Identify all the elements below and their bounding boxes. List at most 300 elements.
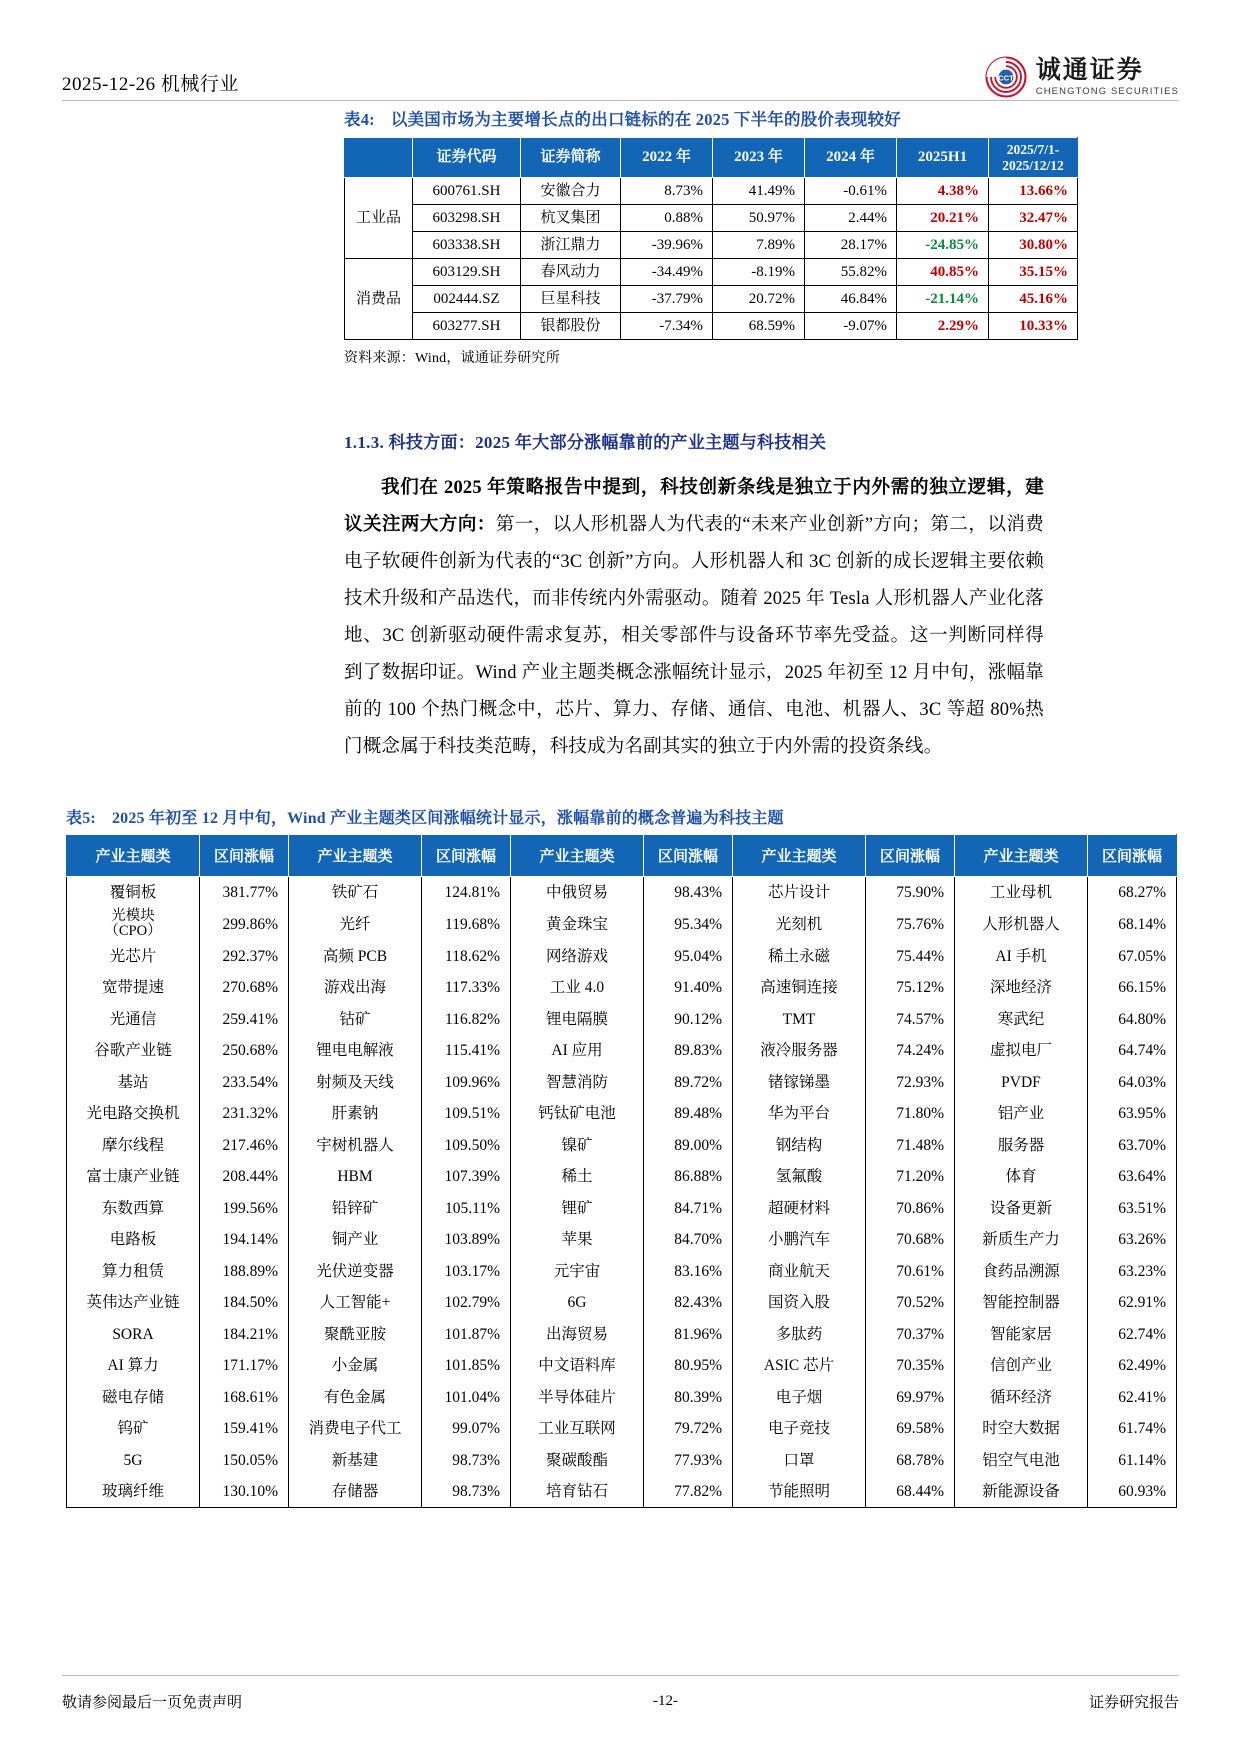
table5-cell-theme: 培育钻石: [511, 1476, 644, 1508]
table5-cell-gain: 77.93%: [644, 1444, 733, 1476]
table4-cell-2024: -0.61%: [805, 178, 897, 205]
table5-cell-gain: 70.52%: [866, 1287, 955, 1319]
table4-col-2025h1: 2025H1: [897, 138, 989, 178]
table4-cell-2022: -7.34%: [621, 313, 713, 340]
table5-cell-gain: 70.61%: [866, 1255, 955, 1287]
section-heading-1-1-3: 1.1.3. 科技方面：2025 年大部分涨幅靠前的产业主题与科技相关: [344, 433, 827, 452]
table5-cell-gain: 70.35%: [866, 1350, 955, 1382]
table5-cell-gain: 95.34%: [644, 908, 733, 940]
table5-cell-gain: 62.41%: [1088, 1381, 1177, 1413]
table5-cell-theme: 钙钛矿电池: [511, 1098, 644, 1130]
table5-cell-theme: 富士康产业链: [67, 1161, 200, 1193]
header-divider: [62, 100, 1179, 101]
table4: [344, 137, 1078, 340]
table-row: [67, 1003, 1177, 1035]
table5-col-value-4: 区间涨幅: [866, 835, 955, 877]
table5-cell-theme: 肝素钠: [289, 1098, 422, 1130]
table5-cell-gain: 91.40%: [644, 972, 733, 1004]
table5-cell-gain: 184.21%: [200, 1318, 289, 1350]
table5-cell-gain: 231.32%: [200, 1098, 289, 1130]
table5-cell-theme: 基站: [67, 1066, 200, 1098]
table5-cell-theme: HBM: [289, 1161, 422, 1193]
table5-cell-gain: 63.95%: [1088, 1098, 1177, 1130]
table5-cell-theme: SORA: [67, 1318, 200, 1350]
table5-cell-gain: 109.50%: [422, 1129, 511, 1161]
table5-cell-gain: 89.48%: [644, 1098, 733, 1130]
table5-cell-theme: 光电路交换机: [67, 1098, 200, 1130]
table4-caption-number: 表4:: [344, 110, 375, 129]
table4-block: [344, 106, 1077, 367]
table5-caption-number: 表5:: [66, 810, 96, 827]
table5-cell-gain: 74.57%: [866, 1003, 955, 1035]
page-header: [62, 40, 1179, 100]
table4-cell-name: 安徽合力: [521, 178, 621, 205]
table5-cell-theme: 磁电存储: [67, 1381, 200, 1413]
table5-cell-theme: 聚碳酸酯: [511, 1444, 644, 1476]
table5-cell-gain: 124.81%: [422, 877, 511, 909]
table4-cell-2022: 0.88%: [621, 205, 713, 232]
table5-cell-theme: 光伏逆变器: [289, 1255, 422, 1287]
table5-cell-gain: 82.43%: [644, 1287, 733, 1319]
table5-cell-gain: 84.70%: [644, 1224, 733, 1256]
table-row: [67, 1161, 1177, 1193]
table5-col-value-3: 区间涨幅: [644, 835, 733, 877]
table5-cell-gain: 70.37%: [866, 1318, 955, 1350]
table-row: [345, 205, 1078, 232]
table5-cell-theme: 小金属: [289, 1350, 422, 1382]
table5-cell-theme: 谷歌产业链: [67, 1035, 200, 1067]
table5-cell-gain: 95.04%: [644, 940, 733, 972]
table5-cell-theme: 铝产业: [955, 1098, 1088, 1130]
table5-cell-gain: 115.41%: [422, 1035, 511, 1067]
table-row: [67, 940, 1177, 972]
table4-group-label: 工业品: [345, 178, 413, 259]
table5-cell-theme: 5G: [67, 1444, 200, 1476]
table4-cell-2022: -37.79%: [621, 286, 713, 313]
table5-cell-gain: 86.88%: [644, 1161, 733, 1193]
table4-cell-2022: -34.49%: [621, 259, 713, 286]
logo-company-name-en: CHENGTONG SECURITIES: [1035, 85, 1179, 97]
section-body-paragraph: 我们在 2025 年策略报告中提到，科技创新条线是独立于内外需的独立逻辑，建议关注两大方向：第一，以人形机器人为代表的“未来产业创新”方向；第二，以消费电子软硬件创新为代表的“3C 创新”方向。人形机器人和 3C 创新的成长逻辑主要依赖技术升级和产品迭代，而非传统内外需驱动。随着 2025 年 Tesla 人形机器人产业化落地、3C 创新驱动硬件需求复苏，相关零部件与设备环节率先受益。这一判断同样得到了数据印证。Wind 产业主题类概念涨幅统计显示，2025 年初至 12 月中旬，涨幅靠前的 100 个热门概念中，芯片、算力、存储、通信、电池、机器人、3C 等超 80%热门概念属于科技类范畴，科技成为名副其实的独立于内外需的投资条线。: [344, 478, 1044, 757]
table5-cell-theme: 锂矿: [511, 1192, 644, 1224]
table5-cell-gain: 101.85%: [422, 1350, 511, 1382]
table5-cell-gain: 79.72%: [644, 1413, 733, 1445]
table4-body: [345, 178, 1078, 340]
table4-cell-2024: 55.82%: [805, 259, 897, 286]
table5-cell-gain: 81.96%: [644, 1318, 733, 1350]
table5-cell-gain: 107.39%: [422, 1161, 511, 1193]
table5-cell-gain: 119.68%: [422, 908, 511, 940]
table5-cell-gain: 89.83%: [644, 1035, 733, 1067]
table5-cell-theme: 电路板: [67, 1224, 200, 1256]
table5-cell-gain: 116.82%: [422, 1003, 511, 1035]
table4-cell-2023: 41.49%: [713, 178, 805, 205]
table4-col-2023: 2023 年: [713, 138, 805, 178]
table5-cell-theme: ASIC 芯片: [733, 1350, 866, 1382]
table5-cell-theme: 钨矿: [67, 1413, 200, 1445]
table5-cell-theme: 光模块 （CPO）: [67, 908, 200, 940]
table4-cell-name: 浙江鼎力: [521, 232, 621, 259]
table5-cell-theme: 电子竞技: [733, 1413, 866, 1445]
table5-cell-gain: 159.41%: [200, 1413, 289, 1445]
table5-cell-gain: 75.12%: [866, 972, 955, 1004]
table-row: [345, 286, 1078, 313]
table5-cell-theme: 有色金属: [289, 1381, 422, 1413]
table5: [66, 834, 1177, 1508]
table5-body: [67, 877, 1177, 1508]
table5-cell-theme: 商业航天: [733, 1255, 866, 1287]
table4-col-h2-range: [989, 138, 1078, 178]
svg-text:CCT: CCT: [997, 73, 1014, 83]
table5-cell-gain: 71.20%: [866, 1161, 955, 1193]
table5-cell-gain: 69.58%: [866, 1413, 955, 1445]
table5-cell-theme: 东数西算: [67, 1192, 200, 1224]
table5-cell-theme: 体育: [955, 1161, 1088, 1193]
table5-cell-gain: 102.79%: [422, 1287, 511, 1319]
table-row: [67, 1224, 1177, 1256]
table5-cell-gain: 71.80%: [866, 1098, 955, 1130]
table5-cell-gain: 381.77%: [200, 877, 289, 909]
table-row: [67, 1287, 1177, 1319]
table4-cell-2025h1: 40.85%: [897, 259, 989, 286]
table4-cell-2023: 7.89%: [713, 232, 805, 259]
table5-cell-gain: 194.14%: [200, 1224, 289, 1256]
table4-caption: [344, 106, 1077, 130]
table5-cell-theme: 光通信: [67, 1003, 200, 1035]
table5-cell-gain: 68.78%: [866, 1444, 955, 1476]
table5-cell-gain: 233.54%: [200, 1066, 289, 1098]
table5-col-name-1: 产业主题类: [67, 835, 200, 877]
table5-cell-gain: 98.73%: [422, 1444, 511, 1476]
table4-source-note: 资料来源：Wind，诚通证券研究所: [344, 351, 560, 366]
table5-cell-theme: PVDF: [955, 1066, 1088, 1098]
table5-cell-gain: 77.82%: [644, 1476, 733, 1508]
table5-cell-theme: 国资入股: [733, 1287, 866, 1319]
table5-cell-theme: 苹果: [511, 1224, 644, 1256]
table5-cell-theme: 液冷服务器: [733, 1035, 866, 1067]
table-row: [67, 1192, 1177, 1224]
table-row: [345, 313, 1078, 340]
table4-cell-2023: -8.19%: [713, 259, 805, 286]
table5-cell-theme: 智能家居: [955, 1318, 1088, 1350]
table-row: [67, 1413, 1177, 1445]
table-row: [67, 1129, 1177, 1161]
table5-cell-gain: 250.68%: [200, 1035, 289, 1067]
table-row: [67, 1318, 1177, 1350]
table5-caption-text: 2025 年初至 12 月中旬，Wind 产业主题类区间涨幅统计显示，涨幅靠前的概念普遍为科技主题: [111, 810, 784, 827]
table4-cell-h2-range: 35.15%: [989, 259, 1078, 286]
table5-cell-theme: 锂电隔膜: [511, 1003, 644, 1035]
table5-cell-theme: 智慧消防: [511, 1066, 644, 1098]
footer-page-number: -12-: [653, 1693, 678, 1709]
table5-cell-gain: 75.44%: [866, 940, 955, 972]
table4-cell-h2-range: 10.33%: [989, 313, 1078, 340]
table4-cell-name: 杭叉集团: [521, 205, 621, 232]
table-row: [345, 178, 1078, 205]
table4-cell-2023: 20.72%: [713, 286, 805, 313]
table5-cell-theme: TMT: [733, 1003, 866, 1035]
table-row: [67, 972, 1177, 1004]
table5-cell-gain: 150.05%: [200, 1444, 289, 1476]
table5-cell-theme: 黄金珠宝: [511, 908, 644, 940]
table-row: [67, 1035, 1177, 1067]
table5-cell-theme: 中俄贸易: [511, 877, 644, 909]
table5-cell-gain: 103.17%: [422, 1255, 511, 1287]
table4-cell-2022: 8.73%: [621, 178, 713, 205]
table5-cell-theme: 稀土永磁: [733, 940, 866, 972]
table5-cell-gain: 99.07%: [422, 1413, 511, 1445]
table5-cell-theme: 时空大数据: [955, 1413, 1088, 1445]
table5-cell-gain: 68.14%: [1088, 908, 1177, 940]
table5-cell-theme: 锂电电解液: [289, 1035, 422, 1067]
table5-cell-gain: 67.05%: [1088, 940, 1177, 972]
table5-cell-theme: 元宇宙: [511, 1255, 644, 1287]
table5-col-name-2: 产业主题类: [289, 835, 422, 877]
table5-cell-gain: 98.43%: [644, 877, 733, 909]
table4-cell-code: 600761.SH: [413, 178, 521, 205]
table5-cell-gain: 217.46%: [200, 1129, 289, 1161]
table-row: [67, 1476, 1177, 1508]
table4-cell-2022: -39.96%: [621, 232, 713, 259]
table-row: [67, 1381, 1177, 1413]
table4-col-h2-line2: 2025/12/12: [1002, 157, 1064, 173]
table5-cell-theme: 锗镓锑墨: [733, 1066, 866, 1098]
table5-cell-gain: 101.04%: [422, 1381, 511, 1413]
table5-cell-gain: 60.93%: [1088, 1476, 1177, 1508]
table5-cell-gain: 75.76%: [866, 908, 955, 940]
table5-cell-theme: 宇树机器人: [289, 1129, 422, 1161]
table5-cell-gain: 299.86%: [200, 908, 289, 940]
table4-cell-2023: 50.97%: [713, 205, 805, 232]
table4-group-label: 消费品: [345, 259, 413, 340]
table5-cell-theme: 信创产业: [955, 1350, 1088, 1382]
table-row: [345, 232, 1078, 259]
table5-col-value-5: 区间涨幅: [1088, 835, 1177, 877]
table4-cell-2024: 28.17%: [805, 232, 897, 259]
table5-cell-gain: 70.86%: [866, 1192, 955, 1224]
table5-cell-theme: 摩尔线程: [67, 1129, 200, 1161]
table5-cell-gain: 61.74%: [1088, 1413, 1177, 1445]
table5-cell-theme: AI 手机: [955, 940, 1088, 972]
table5-cell-theme: 光纤: [289, 908, 422, 940]
table4-cell-h2-range: 32.47%: [989, 205, 1078, 232]
table4-cell-code: 603129.SH: [413, 259, 521, 286]
table5-caption: [66, 805, 1176, 828]
table5-cell-gain: 89.00%: [644, 1129, 733, 1161]
table5-cell-gain: 69.97%: [866, 1381, 955, 1413]
table5-header-row: [67, 835, 1177, 877]
table4-cell-name: 巨星科技: [521, 286, 621, 313]
table5-cell-theme: 半导体硅片: [511, 1381, 644, 1413]
table5-cell-gain: 80.39%: [644, 1381, 733, 1413]
table5-cell-gain: 83.16%: [644, 1255, 733, 1287]
table5-cell-theme: 寒武纪: [955, 1003, 1088, 1035]
footer-disclaimer: 敬请参阅最后一页免责声明: [62, 1695, 243, 1711]
table5-cell-theme: 新质生产力: [955, 1224, 1088, 1256]
table5-cell-theme: 玻璃纤维: [67, 1476, 200, 1508]
table5-cell-theme: 节能照明: [733, 1476, 866, 1508]
table5-cell-gain: 90.12%: [644, 1003, 733, 1035]
table-row: [67, 1066, 1177, 1098]
table5-cell-theme: 铝空气电池: [955, 1444, 1088, 1476]
table5-cell-gain: 63.64%: [1088, 1161, 1177, 1193]
logo-company-name-cn: 诚通证券: [1035, 56, 1144, 84]
table5-cell-gain: 64.03%: [1088, 1066, 1177, 1098]
table5-cell-gain: 74.24%: [866, 1035, 955, 1067]
footer-report-type: 证券研究报告: [1088, 1695, 1179, 1711]
table5-cell-gain: 62.91%: [1088, 1287, 1177, 1319]
table5-cell-gain: 171.17%: [200, 1350, 289, 1382]
table4-cell-2025h1: 4.38%: [897, 178, 989, 205]
table5-cell-theme: 聚酰亚胺: [289, 1318, 422, 1350]
table5-cell-gain: 188.89%: [200, 1255, 289, 1287]
table5-cell-theme: 铅锌矿: [289, 1192, 422, 1224]
table5-cell-gain: 105.11%: [422, 1192, 511, 1224]
table5-cell-gain: 199.56%: [200, 1192, 289, 1224]
table4-cell-code: 603298.SH: [413, 205, 521, 232]
table4-cell-h2-range: 45.16%: [989, 286, 1078, 313]
table5-cell-theme: 深地经济: [955, 972, 1088, 1004]
table-row: [67, 1098, 1177, 1130]
table5-cell-gain: 62.49%: [1088, 1350, 1177, 1382]
table-row: [67, 1444, 1177, 1476]
table5-cell-gain: 130.10%: [200, 1476, 289, 1508]
table5-cell-theme: 算力租赁: [67, 1255, 200, 1287]
table-row: [67, 1255, 1177, 1287]
table5-cell-theme: 钴矿: [289, 1003, 422, 1035]
table4-col-2022: 2022 年: [621, 138, 713, 178]
table5-cell-gain: 63.26%: [1088, 1224, 1177, 1256]
table5-cell-theme: 工业 4.0: [511, 972, 644, 1004]
table5-cell-gain: 109.96%: [422, 1066, 511, 1098]
table5-cell-theme: 光芯片: [67, 940, 200, 972]
table5-cell-theme: 小鹏汽车: [733, 1224, 866, 1256]
table5-cell-theme: 铁矿石: [289, 877, 422, 909]
table5-cell-gain: 70.68%: [866, 1224, 955, 1256]
table4-cell-code: 603338.SH: [413, 232, 521, 259]
table5-cell-theme: 电子烟: [733, 1381, 866, 1413]
table5-cell-theme: 人工智能+: [289, 1287, 422, 1319]
table5-cell-theme: 英伟达产业链: [67, 1287, 200, 1319]
table5-cell-gain: 68.44%: [866, 1476, 955, 1508]
table4-cell-name: 银都股份: [521, 313, 621, 340]
table5-cell-theme: 覆铜板: [67, 877, 200, 909]
table4-cell-name: 春风动力: [521, 259, 621, 286]
table5-cell-gain: 292.37%: [200, 940, 289, 972]
table5-cell-gain: 64.74%: [1088, 1035, 1177, 1067]
table5-cell-theme: 多肽药: [733, 1318, 866, 1350]
table5-cell-gain: 63.70%: [1088, 1129, 1177, 1161]
table5-cell-theme: AI 应用: [511, 1035, 644, 1067]
table4-caption-text: 以美国市场为主要增长点的出口链标的在 2025 下半年的股价表现较好: [390, 110, 901, 129]
table4-col-group: [345, 138, 413, 178]
table5-cell-theme: 高频 PCB: [289, 940, 422, 972]
table5-cell-theme: 新能源设备: [955, 1476, 1088, 1508]
table4-col-code: 证券代码: [413, 138, 521, 178]
table-row: [67, 1350, 1177, 1382]
table5-cell-theme: 循环经济: [955, 1381, 1088, 1413]
table5-cell-theme: 6G: [511, 1287, 644, 1319]
table5-cell-gain: 259.41%: [200, 1003, 289, 1035]
table5-cell-theme: 工业母机: [955, 877, 1088, 909]
table5-cell-theme: 新基建: [289, 1444, 422, 1476]
table5-col-name-5: 产业主题类: [955, 835, 1088, 877]
table5-cell-theme: 虚拟电厂: [955, 1035, 1088, 1067]
table-row: [67, 908, 1177, 940]
table5-cell-gain: 80.95%: [644, 1350, 733, 1382]
table4-cell-h2-range: 30.80%: [989, 232, 1078, 259]
table5-cell-theme: 游戏出海: [289, 972, 422, 1004]
table4-cell-2024: 46.84%: [805, 286, 897, 313]
table5-cell-gain: 63.51%: [1088, 1192, 1177, 1224]
table5-cell-theme: 智能控制器: [955, 1287, 1088, 1319]
company-logo: [985, 56, 1179, 100]
table5-cell-theme: 食药品溯源: [955, 1255, 1088, 1287]
table5-cell-gain: 71.48%: [866, 1129, 955, 1161]
table5-cell-theme: 人形机器人: [955, 908, 1088, 940]
table5-cell-theme: 光刻机: [733, 908, 866, 940]
table4-cell-2024: -9.07%: [805, 313, 897, 340]
table5-cell-gain: 68.27%: [1088, 877, 1177, 909]
table5-cell-gain: 98.73%: [422, 1476, 511, 1508]
table-row: [345, 259, 1078, 286]
table4-col-h2-line1: 2025/7/1-: [1006, 142, 1060, 158]
table4-cell-code: 603277.SH: [413, 313, 521, 340]
table5-cell-theme: 铜产业: [289, 1224, 422, 1256]
table5-cell-gain: 109.51%: [422, 1098, 511, 1130]
table5-cell-theme: 设备更新: [955, 1192, 1088, 1224]
table5-cell-gain: 103.89%: [422, 1224, 511, 1256]
footer-divider: [62, 1675, 1179, 1676]
cct-logo-icon: [985, 56, 1027, 98]
table5-block: [66, 805, 1176, 1508]
table5-cell-gain: 64.80%: [1088, 1003, 1177, 1035]
table5-cell-theme: 超硬材料: [733, 1192, 866, 1224]
table4-cell-2025h1: -21.14%: [897, 286, 989, 313]
table4-cell-code: 002444.SZ: [413, 286, 521, 313]
table5-cell-theme: 宽带提速: [67, 972, 200, 1004]
table4-col-name: 证券简称: [521, 138, 621, 178]
table5-col-value-1: 区间涨幅: [200, 835, 289, 877]
table5-cell-theme: 高速铜连接: [733, 972, 866, 1004]
table5-cell-gain: 101.87%: [422, 1318, 511, 1350]
table5-cell-theme: 华为平台: [733, 1098, 866, 1130]
table5-cell-theme: 氢氟酸: [733, 1161, 866, 1193]
table5-cell-gain: 184.50%: [200, 1287, 289, 1319]
table5-cell-theme: 工业互联网: [511, 1413, 644, 1445]
table5-cell-theme: 口罩: [733, 1444, 866, 1476]
table5-cell-gain: 66.15%: [1088, 972, 1177, 1004]
table5-cell-gain: 208.44%: [200, 1161, 289, 1193]
table4-cell-2025h1: 20.21%: [897, 205, 989, 232]
table5-cell-theme: 服务器: [955, 1129, 1088, 1161]
table4-cell-h2-range: 13.66%: [989, 178, 1078, 205]
table5-cell-theme: 中文语料库: [511, 1350, 644, 1382]
table5-cell-theme: 稀土: [511, 1161, 644, 1193]
table5-cell-gain: 117.33%: [422, 972, 511, 1004]
table5-cell-theme: 出海贸易: [511, 1318, 644, 1350]
table4-header-row: [345, 138, 1078, 178]
table5-cell-gain: 118.62%: [422, 940, 511, 972]
header-date-industry: 2025-12-26 机械行业: [62, 74, 239, 95]
table5-col-name-3: 产业主题类: [511, 835, 644, 877]
table5-cell-theme: 镍矿: [511, 1129, 644, 1161]
table5-col-value-2: 区间涨幅: [422, 835, 511, 877]
table5-cell-theme: 钢结构: [733, 1129, 866, 1161]
table5-cell-gain: 61.14%: [1088, 1444, 1177, 1476]
table5-cell-gain: 75.90%: [866, 877, 955, 909]
table-row: [67, 877, 1177, 909]
